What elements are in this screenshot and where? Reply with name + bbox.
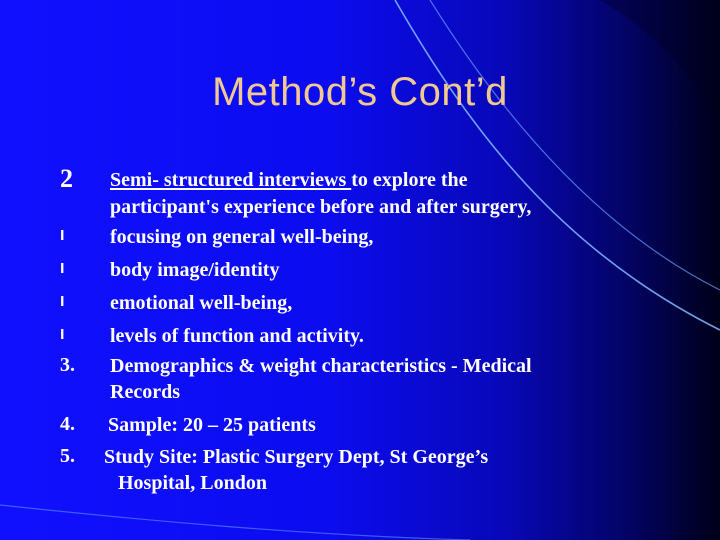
list-item-continuation: Hospital, London (118, 472, 267, 494)
bullet-icon: l (60, 328, 65, 343)
list-item-semi-structured-interviews: Semi- structured interviews to explore the (110, 169, 468, 191)
list-marker-2: 2 (60, 164, 73, 193)
list-item-demographics: Demographics & weight characteristics - Medical (110, 355, 532, 377)
list-item-study-site: Study Site: Plastic Surgery Dept, St George’s (104, 446, 489, 468)
list-item-continuation: Records (110, 381, 180, 403)
list-item-sample: Sample: 20 – 25 patients (108, 414, 316, 436)
list-item-emotional-wellbeing: emotional well-being, (110, 292, 293, 314)
list-marker-5: 5. (60, 445, 75, 467)
bullet-icon: l (60, 295, 65, 310)
list-item-body-image: body image/identity (110, 259, 280, 281)
list-item-function-activity: levels of function and activity. (110, 325, 364, 347)
list-item-continuation: participant's experience before and after surgery, (110, 196, 532, 218)
underlined-phrase: Semi- structured interviews (110, 169, 352, 191)
slide-title: Method’s Cont’d (212, 70, 508, 114)
bullet-icon: l (60, 229, 65, 244)
bullet-icon: l (60, 262, 65, 277)
list-marker-3: 3. (60, 354, 75, 376)
list-marker-4: 4. (60, 413, 75, 435)
list-item-general-wellbeing: focusing on general well-being, (110, 226, 374, 248)
